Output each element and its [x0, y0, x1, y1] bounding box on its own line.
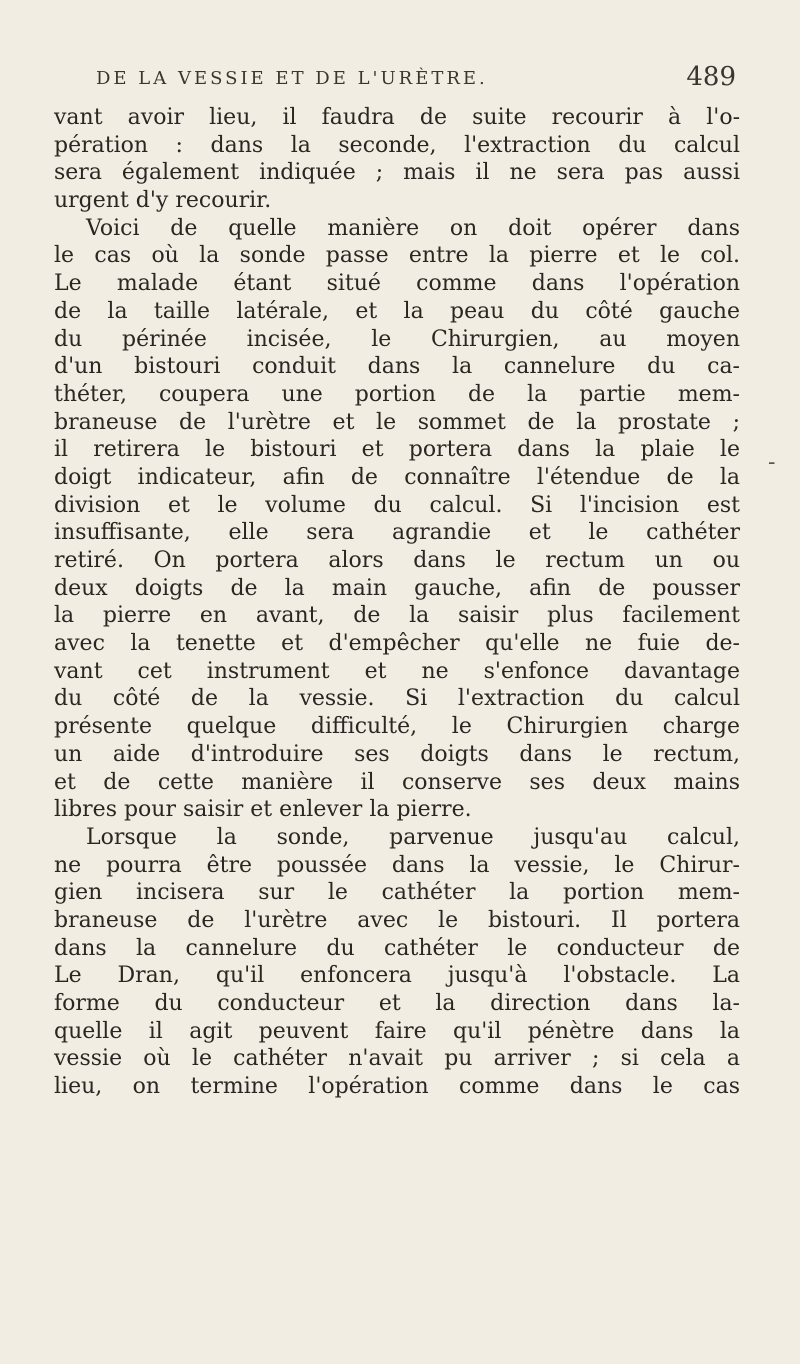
text-line: ne pourra être poussée dans la vessie, le Chirur- [54, 852, 740, 878]
text-line: Le malade étant situé comme dans l'opération [54, 271, 740, 297]
running-head: DE LA VESSIE ET DE L'URÈTRE. [96, 68, 488, 89]
margin-mark: - [768, 450, 776, 475]
text-line: gien incisera sur le cathéter la portion mem- [54, 880, 740, 906]
text-line: vant cet instrument et ne s'enfonce davantage [54, 658, 740, 684]
text-line: du périnée incisée, le Chirurgien, au moyen [54, 326, 740, 352]
text-line: lieu, on termine l'opération comme dans le cas [54, 1074, 740, 1100]
text-line: de la taille latérale, et la peau du côté gauche [54, 298, 740, 324]
text-line: quelle il agit peuvent faire qu'il pénètre dans la [54, 1018, 740, 1044]
text-line: vant avoir lieu, il faudra de suite recourir à l'o- [54, 105, 740, 130]
text-line: Le Dran, qu'il enfoncera jusqu'à l'obstacle. La [54, 963, 740, 989]
text-line: deux doigts de la main gauche, afin de pousser [54, 575, 740, 601]
text-line: forme du conducteur et la direction dans la- [54, 991, 740, 1016]
text-line: d'un bistouri conduit dans la cannelure du ca- [54, 354, 740, 380]
text-line: sera également indiquée ; mais il ne sera pas aussi [54, 160, 740, 186]
page-header [96, 62, 736, 102]
text-line: insuffisante, elle sera agrandie et le cathéter [54, 520, 740, 546]
text-line: il retirera le bistouri et portera dans la plaie le [54, 437, 740, 463]
text-line: la pierre en avant, de la saisir plus facilement [54, 603, 740, 629]
text-line: libres pour saisir et enlever la pierre. [54, 797, 472, 823]
text-line: division et le volume du calcul. Si l'incision est [54, 492, 740, 518]
text-line: pération : dans la seconde, l'extraction du calcul [54, 132, 740, 158]
text-line: braneuse de l'urètre avec le bistouri. Il portera [54, 907, 740, 933]
text-line: un aide d'introduire ses doigts dans le rectum, [54, 741, 740, 767]
text-line: théter, coupera une portion de la partie mem- [54, 381, 740, 407]
text-line: doigt indicateur, afin de connaître l'étendue de la [54, 464, 740, 490]
text-line: vessie où le cathéter n'avait pu arriver ; si cela a [54, 1046, 740, 1072]
body-text [54, 104, 740, 1101]
text-line: Voici de quelle manière on doit opérer dans [86, 215, 740, 241]
text-line: présente quelque difficulté, le Chirurgien charge [54, 714, 740, 740]
text-line: retiré. On portera alors dans le rectum un ou [54, 548, 740, 573]
text-line: avec la tenette et d'empêcher qu'elle ne fuie de- [54, 631, 740, 657]
text-line: braneuse de l'urètre et le sommet de la prostate ; [54, 409, 740, 435]
text-line: du côté de la vessie. Si l'extraction du calcul [54, 686, 740, 712]
text-line: dans la cannelure du cathéter le conducteur de [54, 935, 740, 961]
text-line: urgent d'y recourir. [54, 188, 272, 214]
text-line: et de cette manière il conserve ses deux mains [54, 769, 740, 795]
text-line: Lorsque la sonde, parvenue jusqu'au calcul, [86, 824, 740, 850]
text-line: le cas où la sonde passe entre la pierre et le col. [54, 243, 740, 269]
page-number: 489 [686, 62, 736, 92]
